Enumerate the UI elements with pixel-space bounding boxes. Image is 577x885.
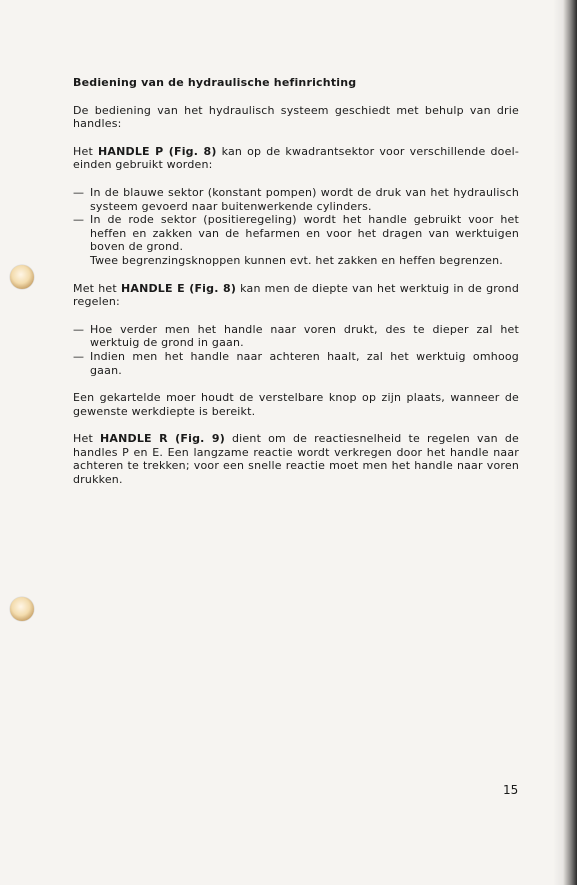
handle-r-paragraph	[73, 432, 519, 486]
handle-e-post: kan men de diepte van het werktuig in de grond regelen:	[73, 281, 520, 309]
page-number: 15	[503, 783, 519, 797]
list-item	[73, 350, 519, 377]
section-heading: Bediening van de hydraulische hefinrichting	[73, 76, 357, 89]
intro-paragraph: De bediening van het hydraulisch systeem geschiedt met behulp van drie handles:	[73, 103, 519, 131]
page-gutter-shadow	[553, 0, 563, 885]
handle-r-post: dient om de reactiesnelheid te regelen van de handles P en E. Een langzame reactie wordt verkregen door het handle naar achteren te trekken; voor een snelle reactie moet men het handle naar voren drukken.	[73, 432, 519, 487]
handle-r-pre: Het	[73, 432, 100, 446]
list-item-text: In de blauwe sektor (konstant pompen) wordt de druk van het hydraulisch systeem gevoerd naar buitenwerkende cylinders.	[90, 185, 519, 213]
handle-e-paragraph	[73, 282, 519, 309]
list-item-text: In de rode sektor (positieregeling) wordt het handle gebruikt voor het heffen en zakken van de hefarmen en voor het dragen van werktuigen boven de grond.	[90, 213, 519, 254]
handle-p-label: HANDLE P (Fig. 8)	[97, 144, 217, 158]
dash-bullet: —	[73, 322, 85, 336]
handle-p-post: kan op de kwadrantsektor voor verschillende doel-einden gebruikt worden:	[73, 144, 519, 172]
handle-p-list	[73, 186, 519, 268]
dash-bullet: —	[73, 185, 85, 199]
handle-e-label: HANDLE E (Fig. 8)	[120, 281, 237, 295]
handle-p-pre: Het	[73, 144, 98, 158]
dash-bullet: —	[73, 349, 85, 363]
knurled-nut-paragraph: Een gekartelde moer houdt de verstelbare knop op zijn plaats, wanneer de gewenste werkdiepte is bereikt.	[73, 391, 519, 418]
page-content	[73, 76, 519, 501]
list-item-text: Hoe verder men het handle naar voren drukt, des te dieper zal het werktuig de grond in gaan.	[90, 322, 519, 350]
page-edge	[563, 0, 577, 885]
list-item	[73, 186, 519, 213]
handle-e-list	[73, 323, 519, 377]
list-item	[73, 323, 519, 350]
list-item-text: Indien men het handle naar achteren haalt, zal het werktuig omhoog gaan.	[90, 349, 519, 377]
dash-bullet: —	[73, 213, 85, 227]
list-item-continuation: Twee begrenzingsknoppen kunnen evt. het zakken en heffen begrenzen.	[90, 253, 503, 267]
punch-hole-bottom	[10, 597, 34, 621]
list-item	[73, 213, 519, 267]
punch-hole-top	[10, 265, 34, 289]
handle-r-label: HANDLE R (Fig. 9)	[99, 432, 225, 446]
handle-p-paragraph	[73, 145, 519, 172]
handle-e-pre: Met het	[73, 281, 121, 295]
